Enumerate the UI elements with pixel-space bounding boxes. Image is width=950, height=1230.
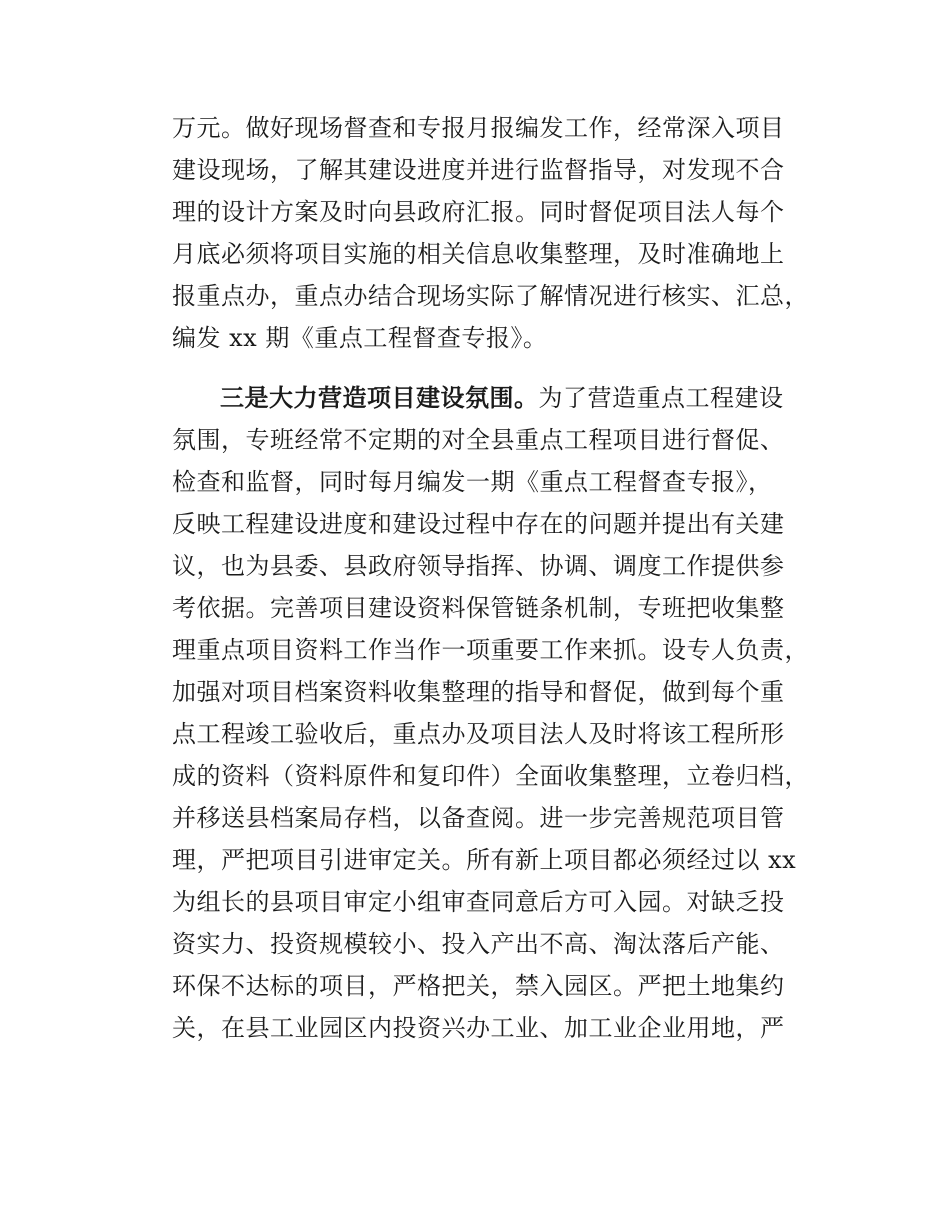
paragraph-1-line-5: 报重点办，重点办结合现场实际了解情况进行核实、汇总，	[172, 282, 809, 310]
paragraph-2-line-9: 点工程竣工验收后，重点办及项目法人及时将该工程所形	[172, 720, 785, 748]
paragraph-2-line-1	[220, 378, 784, 418]
paragraph-2-line-5: 议，也为县委、县政府领导指挥、协调、调度工作提供参	[172, 552, 785, 580]
paragraph-2-line-11: 并移送县档案局存档，以备查阅。进一步完善规范项目管	[172, 804, 785, 832]
paragraph-2-line-14: 资实力、投资规模较小、投入产出不高、淘汰落后产能、	[172, 930, 785, 958]
paragraph-2-line-6: 考依据。完善项目建设资料保管链条机制，专班把收集整	[172, 594, 785, 622]
paragraph-2-line-7: 理重点项目资料工作当作一项重要工作来抓。设专人负责，	[172, 636, 809, 664]
paragraph-2-line-3: 检查和监督，同时每月编发一期《重点工程督查专报》，	[172, 468, 773, 496]
paragraph-2-line-10: 成的资料（资料原件和复印件）全面收集整理，立卷归档，	[172, 762, 809, 790]
paragraph-2-line-8: 加强对项目档案资料收集整理的指导和督促，做到每个重	[172, 678, 785, 706]
paragraph-2-line-13: 为组长的县项目审定小组审查同意后方可入园。对缺乏投	[172, 888, 785, 916]
paragraph-2-heading: 三是大力营造项目建设氛围。	[220, 384, 539, 412]
paragraph-1-line-2: 建设现场，了解其建设进度并进行监督指导，对发现不合	[172, 156, 785, 184]
paragraph-2-line-16: 关，在县工业园区内投资兴办工业、加工业企业用地，严	[172, 1014, 785, 1042]
paragraph-1-line-3: 理的设计方案及时向县政府汇报。同时督促项目法人每个	[172, 198, 785, 226]
paragraph-2-line-4: 反映工程建设进度和建设过程中存在的问题并提出有关建	[172, 510, 785, 538]
paragraph-1-line-4: 月底必须将项目实施的相关信息收集整理，及时准确地上	[172, 240, 785, 268]
paragraph-1-line-6: 编发 xx 期《重点工程督查专报》。	[172, 324, 548, 352]
paragraph-1-line-1: 万元。做好现场督查和专报月报编发工作，经常深入项目	[172, 114, 785, 142]
paragraph-2-first-line-rest: 为了营造重点工程建设	[538, 384, 784, 412]
paragraph-2-line-2: 氛围，专班经常不定期的对全县重点工程项目进行督促、	[172, 426, 785, 454]
paragraph-2-line-12: 理，严把项目引进审定关。所有新上项目都必须经过以 xx	[172, 846, 797, 874]
paragraph-2-line-15: 环保不达标的项目，严格把关，禁入园区。严把土地集约	[172, 972, 785, 1000]
